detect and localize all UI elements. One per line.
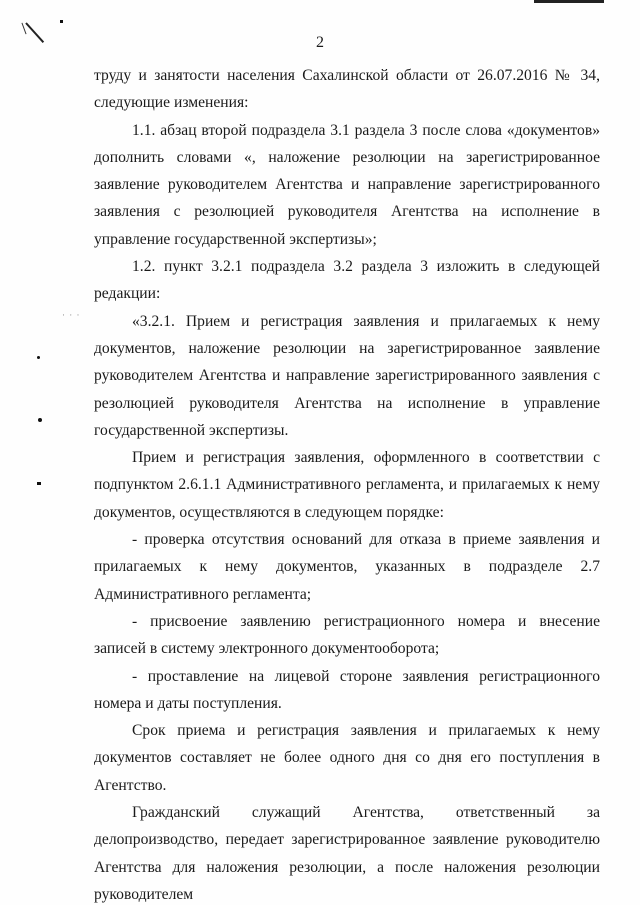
paragraph: «3.2.1. Прием и регистрация заявления и прилагаемых к нему документов, наложение резолюции на зарегистрированное заявление руководителем Агентства и направление зарегистрированного заявления с резолюцией руководителя Агентства на исполнение в управление государственной экспертизы. (94, 312, 600, 439)
scan-dot (38, 418, 42, 422)
paragraph: 1.2. пункт 3.2.1 подраздела 3.2 раздела 3 изложить в следующей редакции: (94, 258, 600, 303)
paragraph: Прием и регистрация заявления, оформленного в соответствии с подпунктом 2.6.1.1 Административного регламента, и прилагаемых к нему документов, осуществляются в следующем порядке: (94, 449, 600, 521)
paragraph: 1.1. абзац второй подраздела 3.1 раздела 3 после слова «документов» дополнить словами «, наложение резолюции на зарегистрированное заявление руководителем Агентства и направление зарегистрированного заявления с резолюцией руководителя Агентства на исполнение в управление государственной экспертизы»; (94, 121, 600, 248)
scan-smudge: · · · (62, 310, 81, 320)
paragraph: - проверка отсутствия оснований для отказа в приеме заявления и прилагаемых к нему документов, указанных в подразделе 2.7 Административного регламента; (94, 531, 600, 603)
paragraph: труду и занятости населения Сахалинской области от 26.07.2016 № 34, следующие изменения: (94, 67, 600, 112)
paragraph: Гражданский служащий Агентства, ответственный за делопроизводство, передает зарегистрированное заявление руководителю Агентства для наложения резолюции, а после наложения резолюции руководителем (94, 804, 600, 903)
paragraph: - проставление на лицевой стороне заявления регистрационного номера и даты поступления. (94, 667, 600, 712)
paragraph: - присвоение заявлению регистрационного номера и внесение записей в систему электронного документооборота; (94, 612, 600, 658)
paragraph: Срок приема и регистрация заявления и прилагаемых к нему документов составляет не более одного дня со дня его поступления в Агентство. (94, 722, 600, 794)
document-body (94, 62, 600, 908)
scan-dot (37, 482, 41, 485)
scan-dot (60, 20, 63, 23)
page-number: 2 (316, 34, 324, 51)
scan-edge-mark (534, 0, 604, 3)
scan-dot (37, 356, 40, 359)
